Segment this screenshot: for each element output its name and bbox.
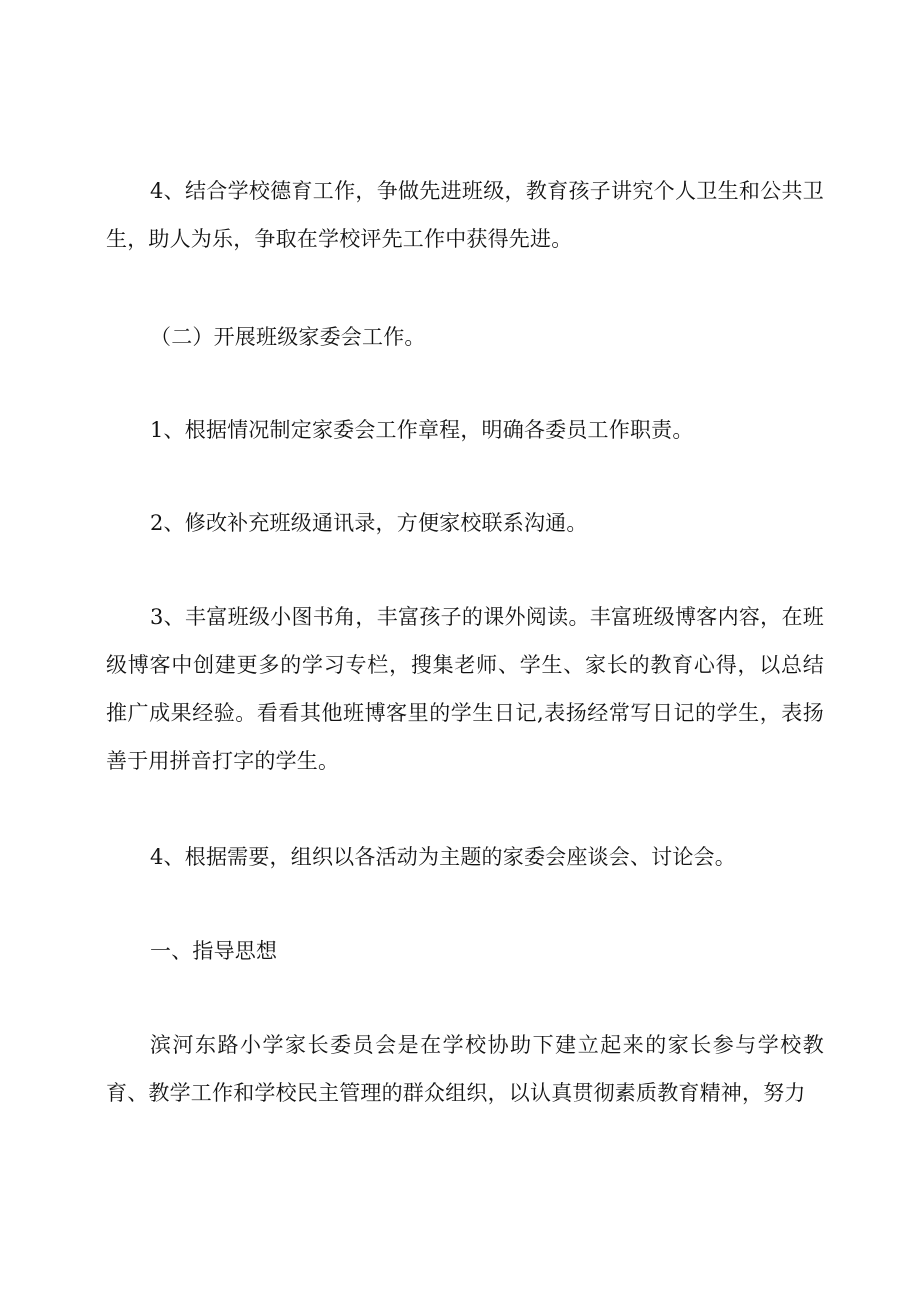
section-heading-guiding-ideology: 一、指导思想	[150, 939, 278, 963]
section-heading-parent-committee: （二）开展班级家委会工作。	[150, 325, 426, 349]
paragraph-forums: 4、根据需要，组织以各活动为主题的家委会座谈会、讨论会。	[150, 845, 736, 869]
paragraph-committee-description: 滨河东路小学家长委员会是在学校协助下建立起来的家长参与学校教育、教学工作和学校民主管理的群众组织，以认真贯彻素质教育精神，努力	[106, 1033, 824, 1105]
paragraph-moral-education: 4、结合学校德育工作，争做先进班级，教育孩子讲究个人卫生和公共卫生，助人为乐，争取在学校评先工作中获得先进。	[106, 179, 824, 251]
paragraph-committee-charter: 1、根据情况制定家委会工作章程，明确各委员工作职责。	[150, 418, 694, 442]
paragraph-class-directory: 2、修改补充班级通讯录，方便家校联系沟通。	[150, 511, 588, 535]
paragraph-book-corner-blog: 3、丰富班级小图书角，丰富孩子的课外阅读。丰富班级博客内容，在班级博客中创建更多的学习专栏，搜集老师、学生、家长的教育心得，以总结推广成果经验。看看其他班博客里的学生日记,表扬经常写日记的学生，表扬善于用拼音打字的学生。	[106, 605, 824, 773]
